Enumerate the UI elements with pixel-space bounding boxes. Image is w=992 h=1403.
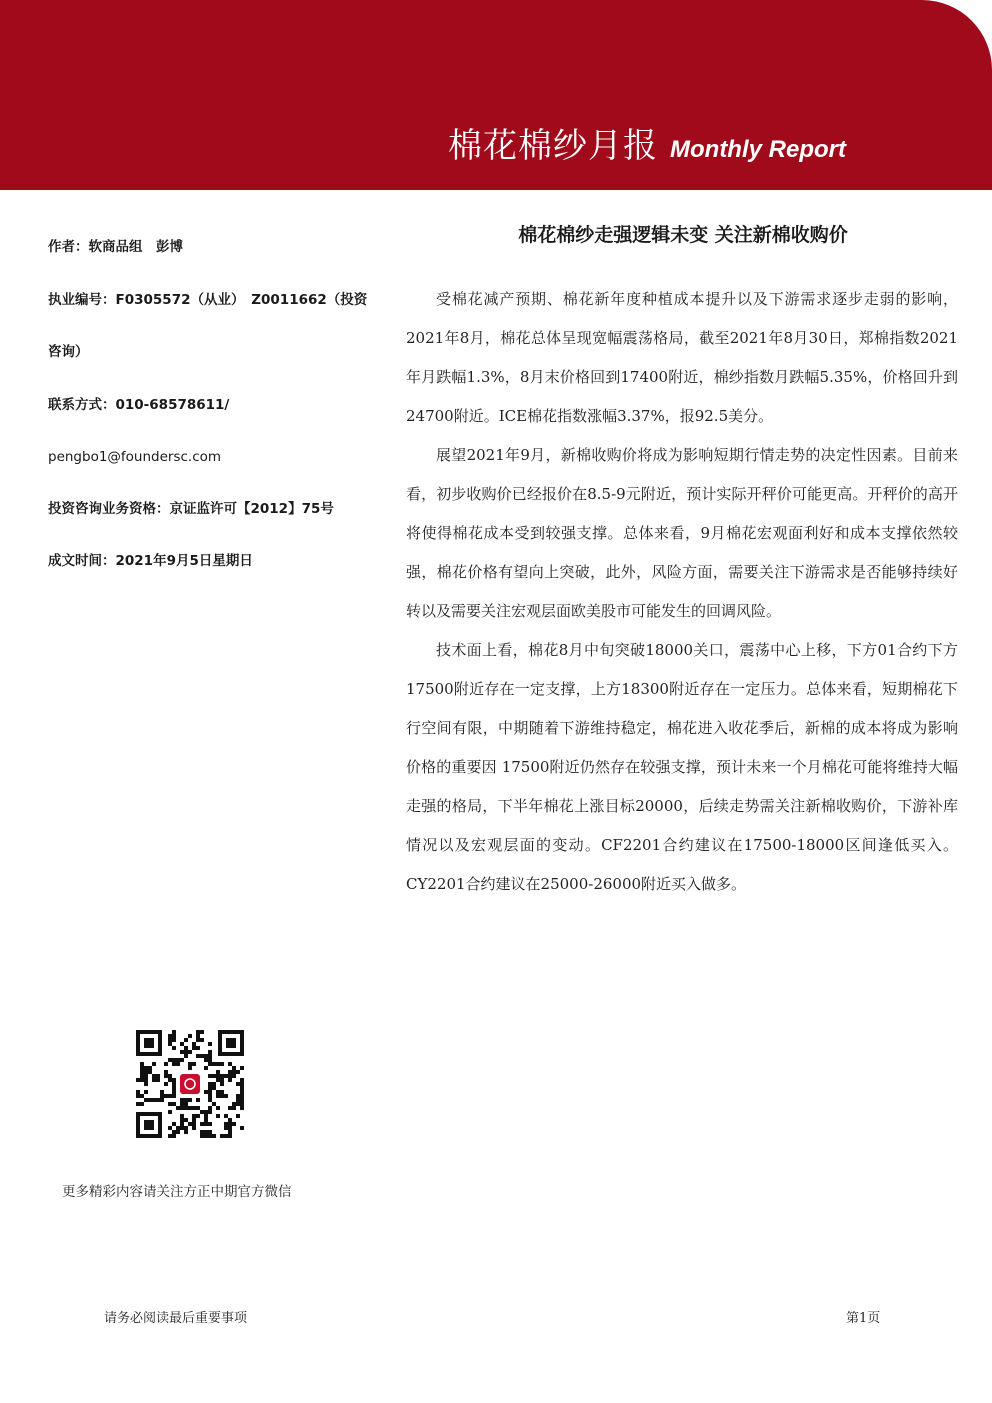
- author-value: 软商品组 彭博: [88, 239, 183, 255]
- date-label: 成文时间：: [48, 553, 116, 569]
- report-title-cn: 棉花棉纱月报: [448, 126, 658, 166]
- article-paragraph-2: 展望2021年9月，新棉收购价将成为影响短期行情走势的决定性因素。目前来看，初步收购价已经报价在8.5-9元附近，预计实际开秤价可能更高。开秤价的高开将使得棉花成本受到较强支撑。总体来看，9月棉花宏观面利好和成本支撑依然较强，棉花价格有望向上突破，此外，风险方面，需要关注下游需求是否能够持续好转以及需要关注宏观层面欧美股市可能发生的回调风险。: [406, 446, 958, 620]
- article-paragraph-1: 受棉花减产预期、棉花新年度种植成本提升以及下游需求逐步走弱的影响，2021年8月，棉花总体呈现宽幅震荡格局，截至2021年8月30日，郑棉指数2021年月跌幅1.3%，8月末价格回到17400附近，棉纱指数月跌幅5.35%，价格回升到24700附近。ICE棉花指数涨幅3.37%，报92.5美分。: [406, 290, 958, 425]
- contact-value: 010-68578611/: [115, 397, 230, 413]
- qr-caption: 更多精彩内容请关注方正中期官方微信: [62, 1184, 292, 1200]
- qualification-label: 投资咨询业务资格：: [48, 501, 170, 517]
- article-body: [406, 280, 958, 904]
- qr-center-logo: [178, 1072, 202, 1096]
- date-value: 2021年9月5日星期日: [115, 553, 253, 569]
- wechat-qr-code: [134, 1028, 246, 1140]
- qualification-row: [48, 498, 378, 520]
- email-row: [48, 446, 378, 468]
- qualification-value: 京证监许可【2012】75号: [169, 501, 334, 517]
- article-title: 棉花棉纱走强逻辑未变 关注新棉收购价: [518, 224, 848, 246]
- report-title: [448, 118, 846, 167]
- report-title-en: Monthly Report: [670, 136, 846, 163]
- license-row: [48, 274, 378, 378]
- license-value: F0305572（从业） Z0011662（投资咨询）: [48, 292, 368, 360]
- author-label: 作者：: [48, 239, 89, 255]
- footer-page-number: 第1页: [846, 1311, 881, 1326]
- qr-finder-top-right: [218, 1030, 244, 1056]
- author-info-panel: [48, 236, 378, 602]
- contact-label: 联系方式：: [48, 397, 116, 413]
- article-paragraph-3: 技术面上看，棉花8月中旬突破18000关口，震荡中心上移，下方01合约下方17500附近存在一定支撑，上方18300附近存在一定压力。总体来看，短期棉花下行空间有限，中期随着下游维持稳定，棉花进入收花季后，新棉的成本将成为影响价格的重要因 17500附近仍然存在较强支撑，预计未来一个月棉花可能将维持大幅走强的格局，下半年棉花上涨目标20000，后续走势需关注新棉收购价，下游补库情况以及宏观层面的变动。CF2201合约建议在17500-18000区间逢低买入。CY2201合约建议在25000-26000附近买入做多。: [406, 641, 958, 893]
- date-row: [48, 550, 378, 572]
- license-label: 执业编号：: [48, 292, 116, 308]
- header-banner: [0, 0, 992, 190]
- qr-finder-bottom-left: [136, 1112, 162, 1138]
- author-row: [48, 236, 378, 258]
- qr-finder-top-left: [136, 1030, 162, 1056]
- contact-row: [48, 394, 378, 416]
- email-value: pengbo1@foundersc.com: [48, 449, 222, 465]
- footer-disclaimer-note: 请务必阅读最后重要事项: [104, 1311, 248, 1326]
